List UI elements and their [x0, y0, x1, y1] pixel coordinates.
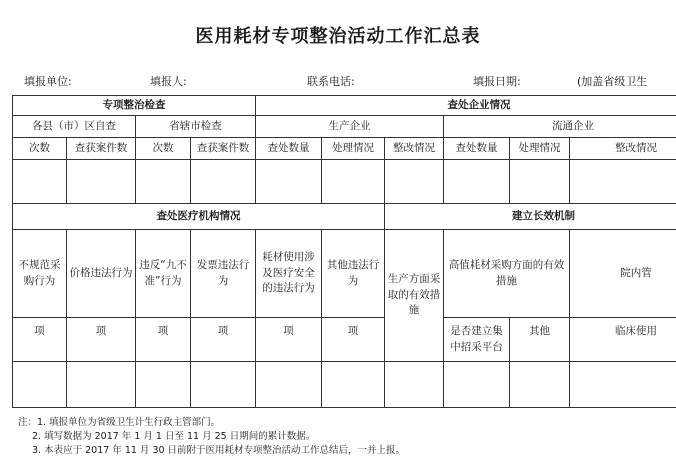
col-centralized-platform: 是否建立集中招采平台	[444, 318, 510, 362]
data-cell[interactable]	[256, 362, 322, 408]
col-cases: 查获案件数	[67, 138, 136, 160]
col-handling: 处理情况	[510, 138, 570, 160]
col-clinical-use: 临床使用	[570, 318, 676, 362]
data-cell[interactable]	[256, 160, 322, 204]
data-cell[interactable]	[136, 362, 191, 408]
fill-unit-label: 填报单位:	[24, 75, 72, 88]
col-times: 次数	[13, 138, 67, 160]
header-special-inspection: 专项整治检查	[13, 96, 256, 116]
col-production-measures: 生产方面采取的有效措施	[385, 230, 444, 362]
header-production-enterprise: 生产企业	[256, 116, 444, 138]
unit-item: 项	[322, 318, 385, 362]
data-cell[interactable]	[444, 160, 510, 204]
col-other: 其他	[510, 318, 570, 362]
header-city-inspection: 省辖市检查	[136, 116, 256, 138]
fill-person-label: 填报人:	[150, 75, 187, 88]
header-enterprise-investigation: 查处企业情况	[256, 96, 676, 116]
unit-item: 项	[13, 318, 67, 362]
unit-item: 项	[191, 318, 256, 362]
page-title: 医用耗材专项整治活动工作汇总表	[195, 26, 481, 47]
header-long-term-mechanism: 建立长效机制	[385, 204, 676, 230]
footnotes	[18, 416, 405, 458]
data-cell[interactable]	[570, 362, 676, 408]
unit-item: 项	[67, 318, 136, 362]
data-cell[interactable]	[136, 160, 191, 204]
data-cell[interactable]	[13, 362, 67, 408]
data-cell[interactable]	[570, 160, 676, 204]
data-cell[interactable]	[510, 160, 570, 204]
data-cell[interactable]	[67, 362, 136, 408]
unit-item: 项	[256, 318, 322, 362]
col-count: 查处数量	[256, 138, 322, 160]
col-rectify: 整改情况	[385, 138, 444, 160]
footnote-2: 2. 填写数据为 2017 年 1 月 1 日至 11 月 25 日期间的累计数据。	[32, 431, 316, 442]
data-cell[interactable]	[67, 160, 136, 204]
data-cell[interactable]	[322, 362, 385, 408]
contact-phone-label: 联系电话:	[307, 75, 355, 88]
footnote-1: 注：1. 填报单位为省级卫生计生行政主管部门。	[18, 417, 221, 428]
header-circulation-enterprise: 流通企业	[444, 116, 676, 138]
data-cell[interactable]	[191, 160, 256, 204]
col-nine-prohibitions: 违反“九不准”行为	[136, 230, 191, 318]
data-cell[interactable]	[322, 160, 385, 204]
unit-item: 项	[136, 318, 191, 362]
data-cell[interactable]	[385, 160, 444, 204]
header-county-self-check: 各县（市）区自查	[13, 116, 136, 138]
col-price-violation: 价格违法行为	[67, 230, 136, 318]
col-hospital-management: 院内管	[570, 230, 676, 318]
col-rectify: 整改情况	[570, 138, 676, 160]
col-handling: 处理情况	[322, 138, 385, 160]
footnote-3: 3. 本表应于 2017 年 11 月 30 日前附于医用耗材专项整治活动工作总结后，一并上报。	[32, 445, 406, 456]
data-cell[interactable]	[191, 362, 256, 408]
col-cases: 查获案件数	[191, 138, 256, 160]
col-count: 查处数量	[444, 138, 510, 160]
data-cell[interactable]	[444, 362, 510, 408]
col-invoice-violation: 发票违法行为	[191, 230, 256, 318]
data-cell[interactable]	[13, 160, 67, 204]
col-other-violation: 其他违法行为	[322, 230, 385, 318]
data-cell[interactable]	[510, 362, 570, 408]
stamp-note: (加盖省级卫生	[577, 75, 648, 88]
fill-date-label: 填报日期:	[473, 75, 521, 88]
header-medical-institutions: 查处医疗机构情况	[13, 204, 385, 230]
col-high-value-measures: 高值耗材采购方面的有效措施	[444, 230, 570, 318]
summary-table	[12, 95, 676, 408]
summary-table-area	[12, 95, 676, 413]
col-times: 次数	[136, 138, 191, 160]
col-irregular-purchase: 不规范采购行为	[13, 230, 67, 318]
data-cell[interactable]	[385, 362, 444, 408]
col-safety-violation: 耗材使用涉及医疗安全的违法行为	[256, 230, 322, 318]
